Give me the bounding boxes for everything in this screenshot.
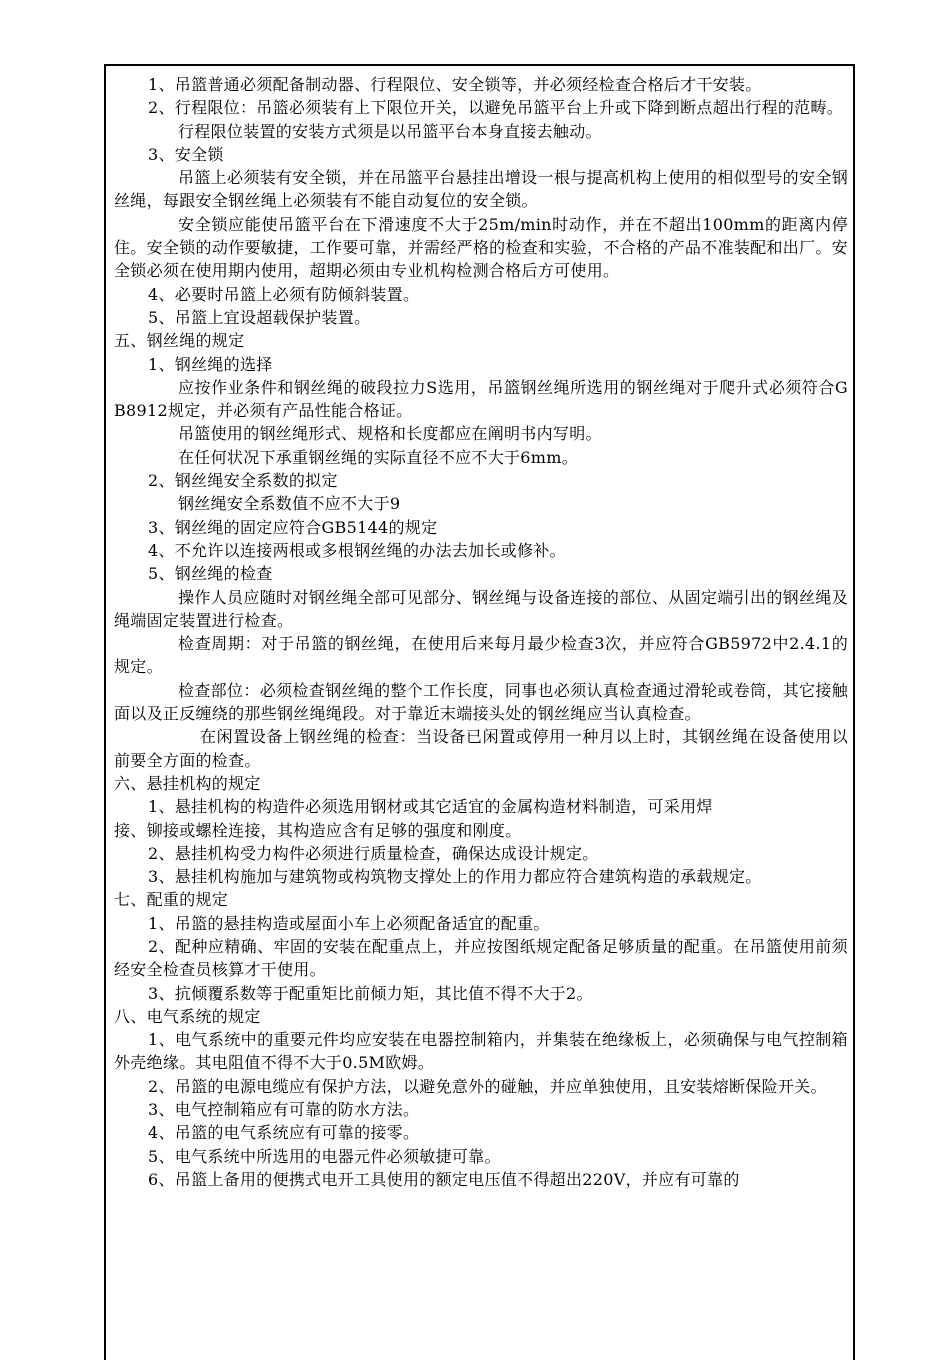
section-heading: 七、配重的规定 (114, 890, 229, 910)
paragraph: 3、钢丝绳的固定应符合GB5144的规定 (148, 517, 438, 537)
paragraph: 行程限位装置的安装方式须是以吊篮平台本身直接去触动。 (178, 121, 602, 141)
paragraph: 钢丝绳安全系数值不应不大于9 (178, 494, 401, 514)
paragraph: 3、电气控制箱应有可靠的防水方法。 (148, 1100, 420, 1120)
paragraph: 5、电气系统中所选用的电器元件必须敏捷可靠。 (148, 1146, 501, 1166)
paragraph: 2、行程限位：吊篮必须装有上下限位开关，以避免吊篮平台上升或下降到断点超出行程的范畴。 (148, 98, 844, 118)
section-heading: 六、悬挂机构的规定 (114, 773, 261, 793)
document-body (114, 73, 848, 1191)
paragraph: 2、悬挂机构受力构件必须进行质量检查，确保达成设计规定。 (148, 843, 599, 863)
paragraph: 2、钢丝绳安全系数的拟定 (148, 471, 338, 491)
paragraph: 4、必要时吊篮上必须有防倾斜装置。 (148, 284, 420, 304)
paragraph: 安全锁应能使吊篮平台在下滑速度不大于25m/min时动作，并在不超出100mm的距离内停住。安全锁的动作要敏捷，工作要可靠，并需经严格的检查和实验，不合格的产品不准装配和出厂。安全锁必须在使用期内使用，超期必须由专业机构检测合格后方可使用。 (114, 214, 848, 281)
paragraph: 5、钢丝绳的检查 (148, 564, 273, 584)
paragraph: 应按作业条件和钢丝绳的破段拉力S选用，吊篮钢丝绳所选用的钢丝绳对于爬升式必须符合GB8912规定，并必须有产品性能合格证。 (114, 377, 848, 421)
paragraph: 1、钢丝绳的选择 (148, 354, 273, 374)
paragraph: 2、配种应精确、牢固的安装在配重点上，并应按图纸规定配备足够质量的配重。在吊篮使用前须经安全检查员核算才干使用。 (114, 936, 848, 980)
paragraph: 吊篮使用的钢丝绳形式、规格和长度都应在阐明书内写明。 (178, 424, 602, 444)
paragraph: 操作人员应随时对钢丝绳全部可见部分、钢丝绳与设备连接的部位、从固定端引出的钢丝绳及绳端固定装置进行检查。 (114, 587, 848, 630)
paragraph: 检查周期：对于吊篮的钢丝绳，在使用后来每月最少检查3次，并应符合GB5972中2.4.1的规定。 (114, 634, 848, 677)
paragraph: 4、吊篮的电气系统应有可靠的接零。 (148, 1123, 420, 1143)
paragraph: 1、吊篮普通必须配备制动器、行程限位、安全锁等，并必须经检查合格后才干安装。 (148, 75, 762, 94)
paragraph: 1、悬挂机构的构造件必须选用钢材或其它适宜的金属构造材料制造，可采用焊 接、铆接或螺栓连接，其构造应含有足够的强度和刚度。 (114, 797, 713, 840)
section-heading: 五、钢丝绳的规定 (114, 331, 245, 351)
paragraph: 1、吊篮的悬挂构造或屋面小车上必须配备适宜的配重。 (148, 913, 550, 933)
paragraph: 在任何状况下承重钢丝绳的实际直径不应不大于6mm。 (178, 447, 579, 467)
paragraph: 吊篮上必须装有安全锁，并在吊篮平台悬挂出增设一根与提高机构上使用的相似型号的安全钢丝绳，每跟安全钢丝绳上必须装有不能自动复位的安全锁。 (114, 168, 848, 211)
paragraph: 4、不允许以连接两根或多根钢丝绳的办法去加长或修补。 (148, 540, 566, 560)
paragraph: 2、吊篮的电源电缆应有保护方法，以避免意外的碰触，并应单独使用，且安装熔断保险开关。 (148, 1076, 827, 1096)
paragraph: 3、安全锁 (148, 144, 224, 164)
paragraph: 5、吊篮上宜设超载保护装置。 (148, 307, 371, 327)
paragraph: 在闲置设备上钢丝绳的检查：当设备已闲置或停用一种月以上时，其钢丝绳在设备使用以前要全方面的检查。 (114, 727, 848, 770)
paragraph: 1、电气系统中的重要元件均应安装在电器控制箱内，并集装在绝缘板上，必须确保与电气控制箱外壳绝缘。其电阻值不得不大于0.5M欧姆。 (114, 1030, 848, 1073)
paragraph: 3、抗倾覆系数等于配重矩比前倾力矩，其比值不得不大于2。 (148, 983, 593, 1003)
paragraph: 6、吊篮上备用的便携式电开工具使用的额定电压值不得超出220V，并应有可靠的 (148, 1169, 740, 1189)
paragraph: 检查部位：必须检查钢丝绳的整个工作长度，同事也必须认真检查通过滑轮或卷筒，其它接触面以及正反缠绕的那些钢丝绳绳段。对于靠近末端接头处的钢丝绳应当认真检查。 (114, 680, 848, 724)
paragraph: 3、悬挂机构施加与建筑物或构筑物支撑处上的作用力都应符合建筑构造的承载规定。 (148, 867, 762, 887)
section-heading: 八、电气系统的规定 (114, 1006, 261, 1026)
